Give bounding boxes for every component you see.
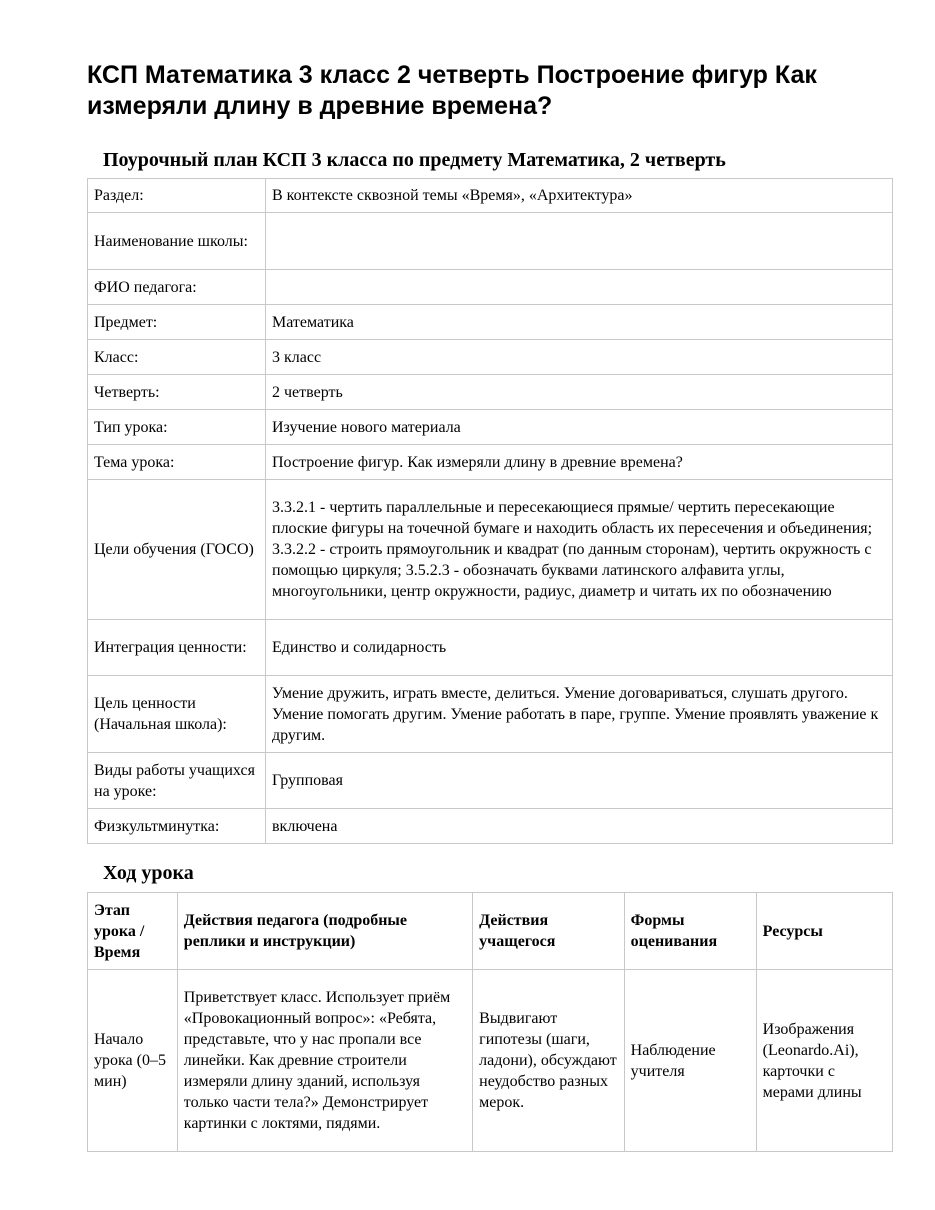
lesson-course-table [87,892,893,1152]
table-row [88,480,893,620]
info-value: Математика [266,305,893,340]
info-value: Групповая [266,753,893,809]
lesson-info-table [87,178,893,844]
column-header-teacher-actions: Действия педагога (подробные реплики и инструкции) [177,893,472,970]
info-value: 3 класс [266,340,893,375]
info-label: Тип урока: [88,410,266,445]
info-label: ФИО педагога: [88,270,266,305]
document-page [87,0,893,1152]
table-row [88,809,893,844]
table-header-row [88,893,893,970]
course-heading: Ход урока [103,862,194,884]
info-value: В контексте сквозной темы «Время», «Архитектура» [266,179,893,213]
table-row [88,753,893,809]
table-row [88,970,893,1152]
info-value: Изучение нового материала [266,410,893,445]
table-row [88,375,893,410]
plan-heading: Поурочный план КСП 3 класса по предмету Математика, 2 четверть [103,149,726,171]
column-header-student-actions: Действия учащегося [473,893,624,970]
info-value: Единство и солидарность [266,620,893,676]
info-value: включена [266,809,893,844]
info-label: Предмет: [88,305,266,340]
stage-cell: Начало урока (0–5 мин) [88,970,178,1152]
info-label: Тема урока: [88,445,266,480]
info-value: 2 четверть [266,375,893,410]
assessment-cell: Наблюдение учителя [624,970,756,1152]
column-header-assessment: Формы оценивания [624,893,756,970]
info-value: 3.3.2.1 - чертить параллельные и пересекающиеся прямые/ чертить пересекающие плоские фигуры на точечной бумаге и находить область их пересечения и объединения; 3.3.2.2 - строить прямоугольник и квадрат (по данным сторонам), чертить окружность с помощью циркуля; 3.5.2.3 - обозначать буквами латинского алфавита углы, многоугольники, центр окружности, радиус, диаметр и читать их по обозначению [266,480,893,620]
info-label: Цели обучения (ГОСО) [88,480,266,620]
table-row [88,179,893,213]
info-label: Четверть: [88,375,266,410]
info-label: Виды работы учащихся на уроке: [88,753,266,809]
table-row [88,270,893,305]
info-value [266,270,893,305]
student-actions-cell: Выдвигают гипотезы (шаги, ладони), обсуждают неудобство разных мерок. [473,970,624,1152]
column-header-resources: Ресурсы [756,893,892,970]
table-row [88,445,893,480]
info-label: Цель ценности (Начальная школа): [88,676,266,753]
info-label: Класс: [88,340,266,375]
info-label: Физкультминутка: [88,809,266,844]
teacher-actions-cell: Приветствует класс. Использует приём «Провокационный вопрос»: «Ребята, представьте, что у нас пропали все линейки. Как древние строители измеряли длину зданий, используя только части тела?» Демонстрирует картинки с локтями, пядями. [177,970,472,1152]
info-label: Наименование школы: [88,213,266,270]
table-row [88,213,893,270]
resources-cell: Изображения (Leonardo.Ai), карточки с мерами длины [756,970,892,1152]
info-label: Интеграция ценности: [88,620,266,676]
info-value: Умение дружить, играть вместе, делиться. Умение договариваться, слушать другого. Умение помогать другим. Умение работать в паре, группе. Умение проявлять уважение к другим. [266,676,893,753]
table-row [88,410,893,445]
table-row [88,305,893,340]
info-label: Раздел: [88,179,266,213]
document-title: КСП Математика 3 класс 2 четверть Построение фигур Как измеряли длину в древние времена? [87,61,817,120]
column-header-stage: Этап урока / Время [88,893,178,970]
table-row [88,620,893,676]
info-value: Построение фигур. Как измеряли длину в древние времена? [266,445,893,480]
info-value [266,213,893,270]
table-row [88,340,893,375]
table-row [88,676,893,753]
